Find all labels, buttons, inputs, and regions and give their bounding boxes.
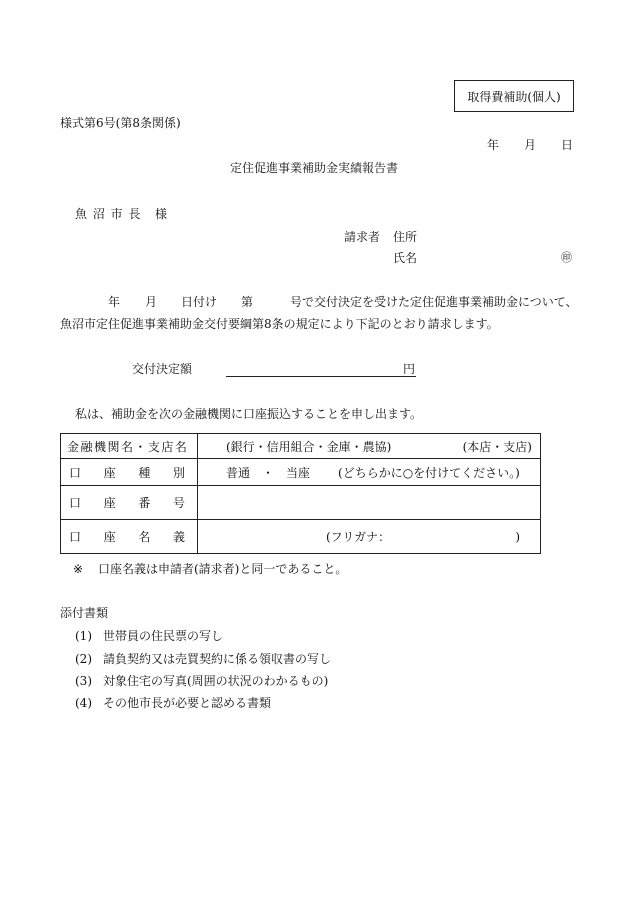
addressee-name: 魚 沼 市 長 [75,207,142,221]
form-number: 様式第6号(第8条関係) [60,116,181,130]
attachment-number: (1) [75,629,92,643]
note-text: 口座名義は申請者(請求者)と同一であること。 [98,562,348,576]
attachment-text: その他市長が必要と認める書類 [103,696,272,710]
category-box-text: 取得費補助(個人) [467,89,561,104]
attachment-number: (2) [75,652,92,666]
attachments-title: 添付書類 [60,606,109,620]
date-month-label: 月 [524,138,537,152]
body-line2: 魚沼市定住促進事業補助金交付要綱第8条の規定により下記のとおり請求します。 [60,317,499,331]
table-row [61,434,541,459]
amount-unit: 円 [403,362,416,376]
table-row [61,486,541,520]
account-type-options: 普通 ・ 当座 [226,465,311,480]
body-year: 年 [108,295,121,309]
body-number-prefix: 第 [241,295,254,309]
document-title: 定住促進事業補助金実績報告書 [230,161,399,175]
attachment-text: 世帯員の住民票の写し [103,629,224,643]
date-day-label: 日 [561,138,574,152]
bank-type-options: (銀行・信用組合・金庫・農協) [226,439,392,454]
account-holder-field[interactable] [198,520,541,554]
bank-name-label: 金 融 機 関 名 ・ 支 店 名 [61,434,198,459]
body-day-dated: 日付け [181,295,218,309]
transfer-statement: 私は、補助金を次の金融機関に口座振込することを申し出ます。 [75,407,423,421]
furigana-open: (フリガナ： [326,530,391,544]
account-type-instruction: (どちらかに○を付けてください。) [338,465,520,480]
account-number-field[interactable] [198,486,541,520]
table-row [61,520,541,554]
name-label: 氏名 [393,251,418,265]
account-type-label: 口 座 種 別 [61,459,198,486]
attachment-text: 請負契約又は売買契約に係る領収書の写し [103,652,332,666]
account-number-label: 口 座 番 号 [61,486,198,520]
date-year-label: 年 [487,138,500,152]
branch-type-options: (本店・支店) [462,439,532,454]
note-mark: ※ [73,562,84,576]
attachment-number: (4) [75,696,92,710]
attachment-number: (3) [75,674,92,688]
seal-mark: ㊞ [561,251,572,264]
amount-label: 交付決定額 [132,362,193,376]
bank-info-table [60,433,541,554]
body-line1-rest: 号で交付決定を受けた定住促進事業補助金について、 [290,295,578,309]
applicant-label: 請求者 [344,230,381,244]
bank-name-field[interactable] [198,434,541,459]
category-box [454,80,574,112]
account-holder-label: 口 座 名 義 [61,520,198,554]
attachment-text: 対象住宅の写真(周囲の状況のわかるもの) [103,674,329,688]
amount-underline [226,376,416,377]
table-row [61,459,541,486]
furigana-close: ) [515,529,520,544]
addressee-honorific: 様 [155,207,168,221]
address-label: 住所 [393,230,418,244]
account-type-field[interactable] [198,459,541,486]
body-month: 月 [145,295,158,309]
